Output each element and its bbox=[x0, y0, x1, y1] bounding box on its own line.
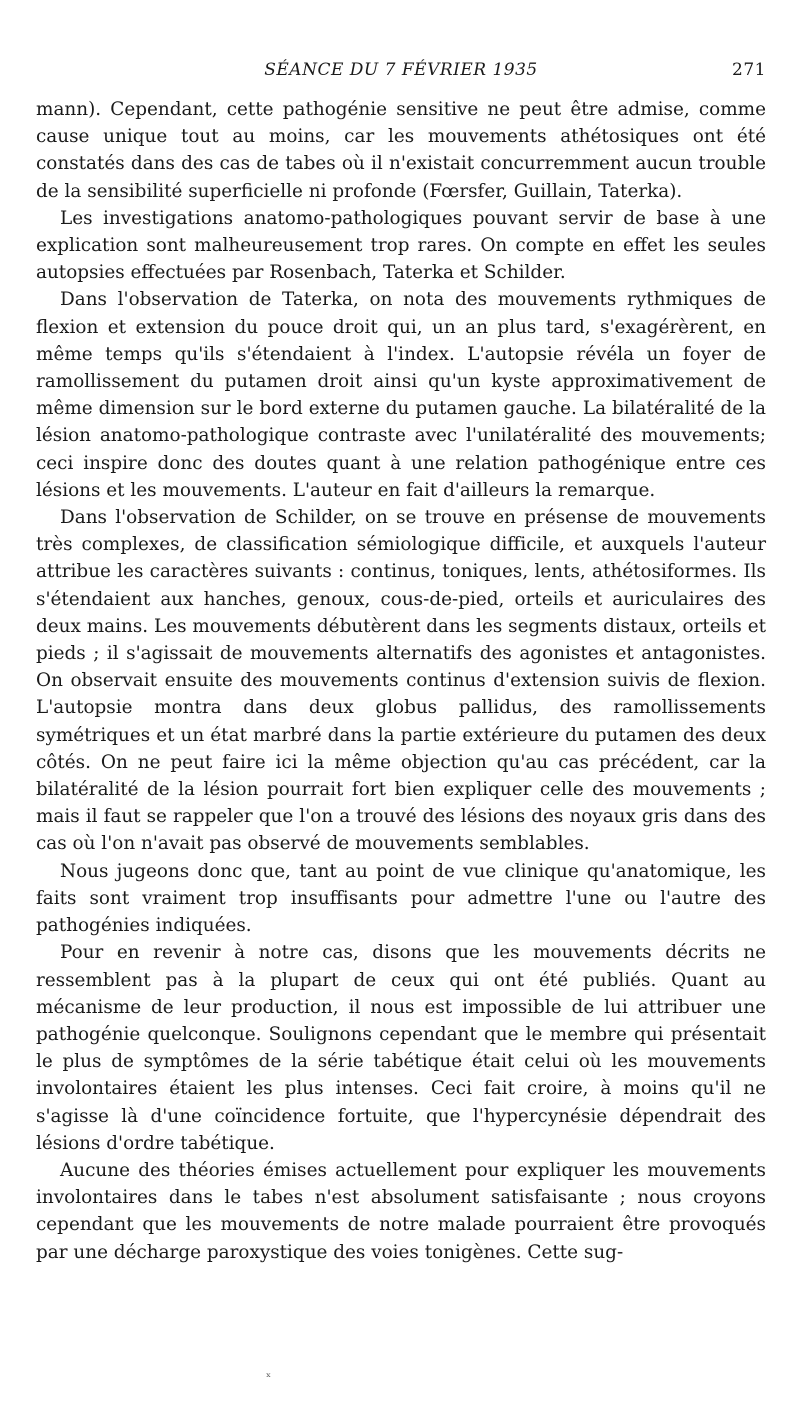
paragraph-conclusion-insufficient: Nous jugeons donc que, tant au point de vue clinique qu'anatomique, les faits sont vraiment trop insuffisants pour admettre l'une ou l'autre des pathogénies indiquées. bbox=[36, 860, 766, 937]
paragraph-theories: Aucune des théories émises actuellement pour expliquer les mouvements involontaires dans le tabes n'est absolument satisfaisante ; nous croyons cependant que les mouvements de notre malade pourraient être provoqués par une décharge paroxystique des voies tonigènes. Cette sug- bbox=[36, 1159, 766, 1263]
body-text bbox=[36, 96, 766, 1266]
paragraph-investigations: Les investigations anatomo-pathologiques pouvant servir de base à une explication sont malheureusement trop rares. On compte en effet les seules autopsies effectuées par Rosenbach, Taterka et Schilder. bbox=[36, 207, 766, 284]
footer-mark: ˣ bbox=[266, 1370, 272, 1384]
paragraph-schilder: Dans l'observation de Schilder, on se trouve en présense de mouvements très complexes, de classification sémiologique difficile, et auxquels l'auteur attribue les caractères suivants : continus, toniques, lents, athétosiformes. Ils s'étendaient aux hanches, genoux, cous-de-pied, orteils et auriculaires des deux mains. Les mouvements débutèrent dans les segments distaux, orteils et pieds ; il s'agissait de mouvements alternatifs des agonistes et antagonistes. On observait ensuite des mouvements continus d'extension suivis de flexion. L'autopsie montra dans deux globus pallidus, des ramollissements symétriques et un état marbré dans la partie extérieure du putamen des deux côtés. On ne peut faire ici la même objection qu'au cas précédent, car la bilatéralité de la lésion pourrait fort bien expliquer celle des mouvements ; mais il faut se rappeler que l'on a trouvé des lésions des noyaux gris dans des cas où l'on n'avait pas observé de mouvements semblables. bbox=[36, 507, 766, 855]
paragraph-taterka: Dans l'observation de Taterka, on nota des mouvements rythmiques de flexion et extension du pouce droit qui, un an plus tard, s'exagérèrent, en même temps qu'ils s'étendaient à l'index. L'autopsie révéla un foyer de ramollissement du putamen droit ainsi qu'un kyste approximativement de même dimension sur le bord externe du putamen gauche. La bilatéralité de la lésion anatomo-pathologique contraste avec l'unilatéralité des mouvements; ceci inspire donc des doutes quant à une relation pathogénique entre ces lésions et les mouvements. L'auteur en fait d'ailleurs la remarque. bbox=[36, 289, 766, 501]
running-title: SÉANCE DU 7 FÉVRIER 1935 bbox=[264, 60, 538, 80]
page-number: 271 bbox=[732, 60, 766, 80]
paragraph-our-case: Pour en revenir à notre cas, disons que les mouvements décrits ne ressemblent pas à la plupart de ceux qui ont été publiés. Quant au mécanisme de leur production, il nous est impossible de lui attribuer une pathogénie quelconque. Soulignons cependant que le membre qui présentait le plus de symptômes de la série tabétique était celui où les mouvements involontaires étaient les plus intenses. Ceci fait croire, à moins qu'il ne s'agisse là d'une coïncidence fortuite, que l'hypercynésie dépendrait des lésions d'ordre tabétique. bbox=[36, 942, 766, 1154]
document-page bbox=[36, 56, 766, 1266]
running-head bbox=[36, 56, 766, 84]
paragraph-continuation: mann). Cependant, cette pathogénie sensitive ne peut être admise, comme cause unique tout au moins, car les mouvements athétosiques ont été constatés dans des cas de tabes où il n'existait concurremment aucun trouble de la sensibilité superficielle ni profonde (Fœrsfer, Guillain, Taterka). bbox=[36, 99, 766, 202]
